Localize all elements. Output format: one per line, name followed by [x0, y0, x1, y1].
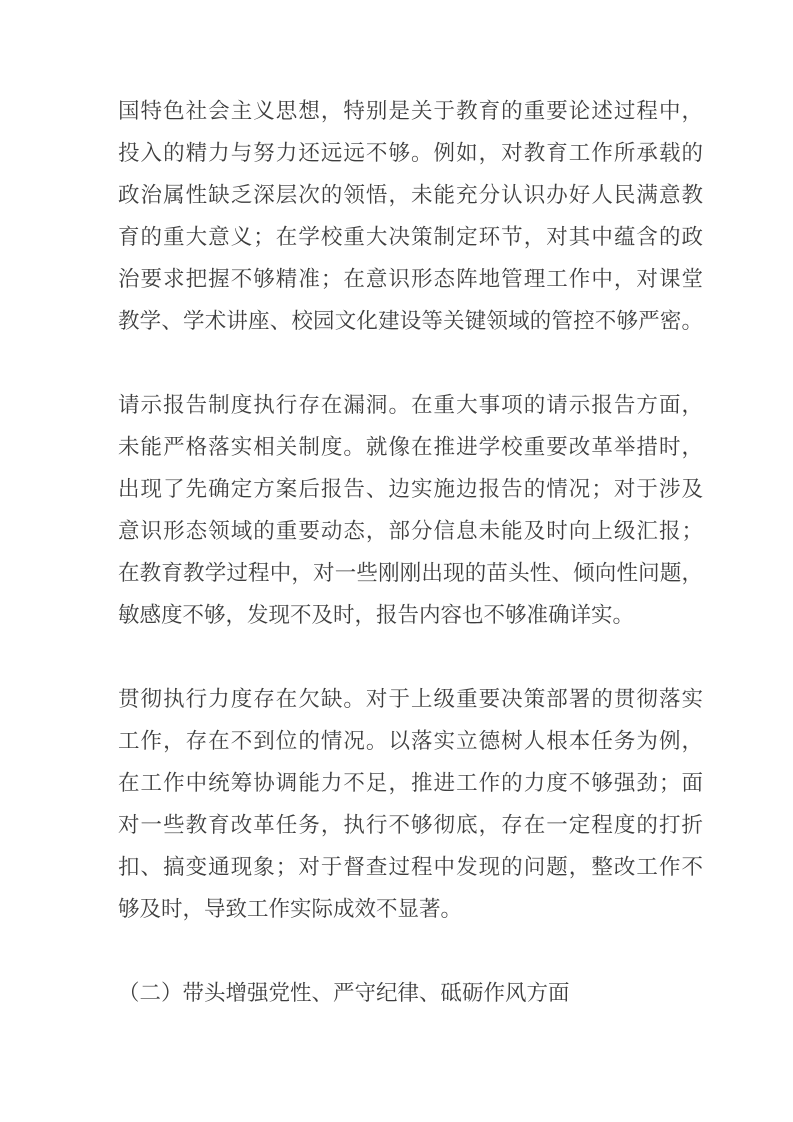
text-line: 够及时，导致工作实际成效不显著。: [118, 897, 463, 921]
text-line: 请示报告制度执行存在漏洞。在重大事项的请示报告方面，: [118, 393, 703, 417]
text-line: 工作，存在不到位的情况。以落实立德树人根本任务为例，: [118, 729, 703, 753]
text-line: 在工作中统筹协调能力不足，推进工作的力度不够强劲；面: [118, 771, 703, 795]
text-line: 贯彻执行力度存在欠缺。对于上级重要决策部署的贯彻落实: [118, 687, 703, 711]
paragraph-list: [118, 90, 703, 930]
paragraph: [118, 678, 703, 930]
document-body: [118, 90, 703, 1014]
text-line: 在教育教学过程中，对一些刚刚出现的苗头性、倾向性问题，: [118, 561, 703, 585]
section-heading: （二）带头增强党性、严守纪律、砥砺作风方面: [118, 981, 570, 1005]
text-line: 教学、学术讲座、校园文化建设等关键领域的管控不够严密。: [118, 309, 703, 333]
text-line: 治要求把握不够精准；在意识形态阵地管理工作中，对课堂: [118, 267, 703, 291]
text-line: 育的重大意义；在学校重大决策制定环节，对其中蕴含的政: [118, 225, 703, 249]
text-line: 意识形态领域的重要动态，部分信息未能及时向上级汇报；: [118, 519, 703, 543]
text-line: 国特色社会主义思想，特别是关于教育的重要论述过程中，: [118, 99, 703, 123]
text-line: 出现了先确定方案后报告、边实施边报告的情况；对于涉及: [118, 477, 703, 501]
text-line: 未能严格落实相关制度。就像在推进学校重要改革举措时，: [118, 435, 703, 459]
text-line: 对一些教育改革任务，执行不够彻底，存在一定程度的打折: [118, 813, 703, 837]
text-line: 投入的精力与努力还远远不够。例如，对教育工作所承载的: [118, 141, 703, 165]
text-line: 敏感度不够，发现不及时，报告内容也不够准确详实。: [118, 603, 635, 627]
paragraph: [118, 384, 703, 636]
text-line: 政治属性缺乏深层次的领悟，未能充分认识办好人民满意教: [118, 183, 703, 207]
paragraph: [118, 90, 703, 342]
text-line: 扣、搞变通现象；对于督查过程中发现的问题，整改工作不: [118, 855, 703, 879]
